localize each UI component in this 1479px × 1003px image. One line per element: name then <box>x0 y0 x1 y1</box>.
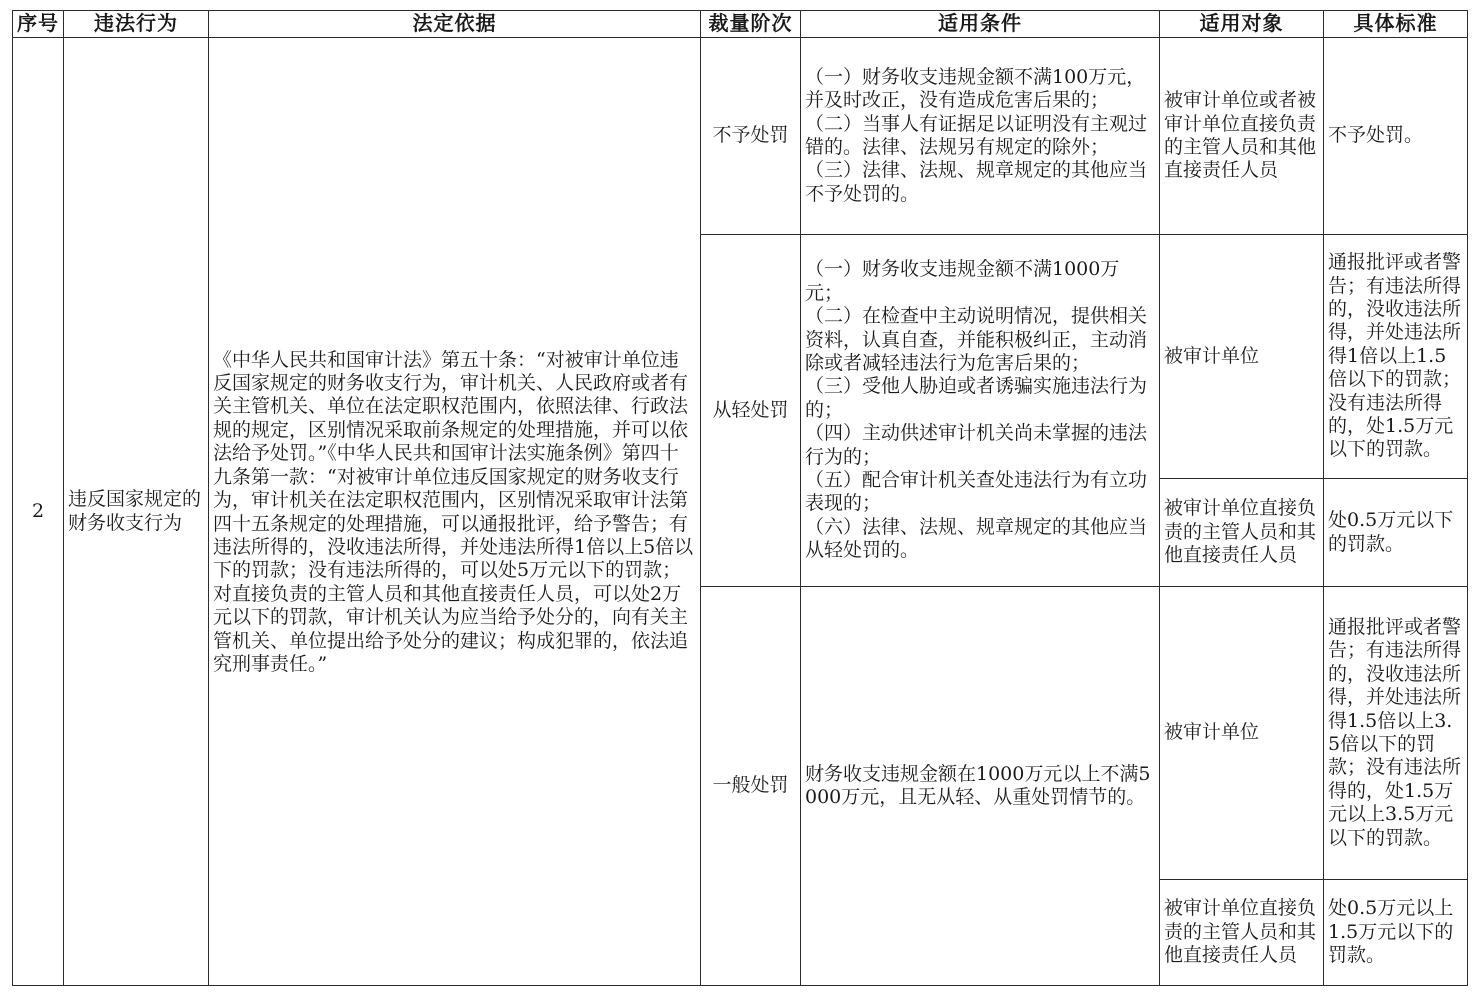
violation-cell: 违反国家规定的财务收支行为 <box>64 38 209 986</box>
tier-conditions: （一）财务收支违规金额不满100万元，并及时改正，没有造成危害后果的； （二）当事人有证据足以证明没有主观过错的。法律、法规另有规定的除外； （三）法律、法规、规章规定的其他应当不予处罚的。 <box>801 38 1160 235</box>
standard-cell: 通报批评或者警告；有违法所得的，没收违法所得，并处违法所得1.5倍以上3.5倍以下的罚款；没有违法所得的，处1.5万元以上3.5万元以下的罚款。 <box>1324 587 1468 880</box>
tier-conditions: （一）财务收支违规金额不满1000万元； （二）在检查中主动说明情况，提供相关资料，认真自查，并能积极纠正，主动消除或者减轻违法行为危害后果的； （三）受他人胁迫或者诱骗实施违法行为的； （四）主动供述审计机关尚未掌握的违法行为的； （五）配合审计机关查处违法行为有立功表现的； （六）法律、法规、规章规定的其他应当从轻处罚的。 <box>801 235 1160 587</box>
header-number: 序号 <box>13 11 64 38</box>
header-tier: 裁量阶次 <box>701 11 801 38</box>
target-cell: 被审计单位 <box>1160 587 1324 880</box>
header-target: 适用对象 <box>1160 11 1324 38</box>
target-cell: 被审计单位直接负责的主管人员和其他直接责任人员 <box>1160 880 1324 986</box>
header-violation: 违法行为 <box>64 11 209 38</box>
legal-basis-cell: 《中华人民共和国审计法》第五十条：“对被审计单位违反国家规定的财务收支行为，审计机关、人民政府或者有关主管机关、单位在法定职权范围内，依照法律、行政法规的规定，区别情况采取前条规定的处理措施，并可以依法给予处罚。”《中华人民共和国审计法实施条例》第四十九条第一款：“对被审计单位违反国家规定的财务收支行为，审计机关在法定职权范围内，区别情况采取审计法第四十五条规定的处理措施，可以通报批评，给予警告；有违法所得的，没收违法所得，并处违法所得1倍以上5倍以下的罚款；没有违法所得的，可以处5万元以下的罚款；对直接负责的主管人员和其他直接责任人员，可以处2万元以下的罚款，审计机关认为应当给予处分的，向有关主管机关、单位提出给予处分的建议；构成犯罪的，依法追究刑事责任。” <box>209 38 701 986</box>
target-cell: 被审计单位或者被审计单位直接负责的主管人员和其他直接责任人员 <box>1160 38 1324 235</box>
row-number: 2 <box>13 38 64 986</box>
target-cell: 被审计单位直接负责的主管人员和其他直接责任人员 <box>1160 479 1324 587</box>
target-cell: 被审计单位 <box>1160 235 1324 479</box>
header-legal-basis: 法定依据 <box>209 11 701 38</box>
standard-cell: 处0.5万元以下的罚款。 <box>1324 479 1468 587</box>
standard-cell: 处0.5万元以上1.5万元以下的罚款。 <box>1324 880 1468 986</box>
header-conditions: 适用条件 <box>801 11 1160 38</box>
standard-cell: 通报批评或者警告；有违法所得的，没收违法所得，并处违法所得1倍以上1.5倍以下的罚款；没有违法所得的，处1.5万元以下的罚款。 <box>1324 235 1468 479</box>
header-standard: 具体标准 <box>1324 11 1468 38</box>
penalty-discretion-table <box>12 10 1468 986</box>
tier-level: 不予处罚 <box>701 38 801 235</box>
standard-cell: 不予处罚。 <box>1324 38 1468 235</box>
tier-level: 从轻处罚 <box>701 235 801 587</box>
table-row <box>13 38 1468 235</box>
tier-level: 一般处罚 <box>701 587 801 986</box>
header-row <box>13 11 1468 38</box>
tier-conditions: 财务收支违规金额在1000万元以上不满5000万元，且无从轻、从重处罚情节的。 <box>801 587 1160 986</box>
